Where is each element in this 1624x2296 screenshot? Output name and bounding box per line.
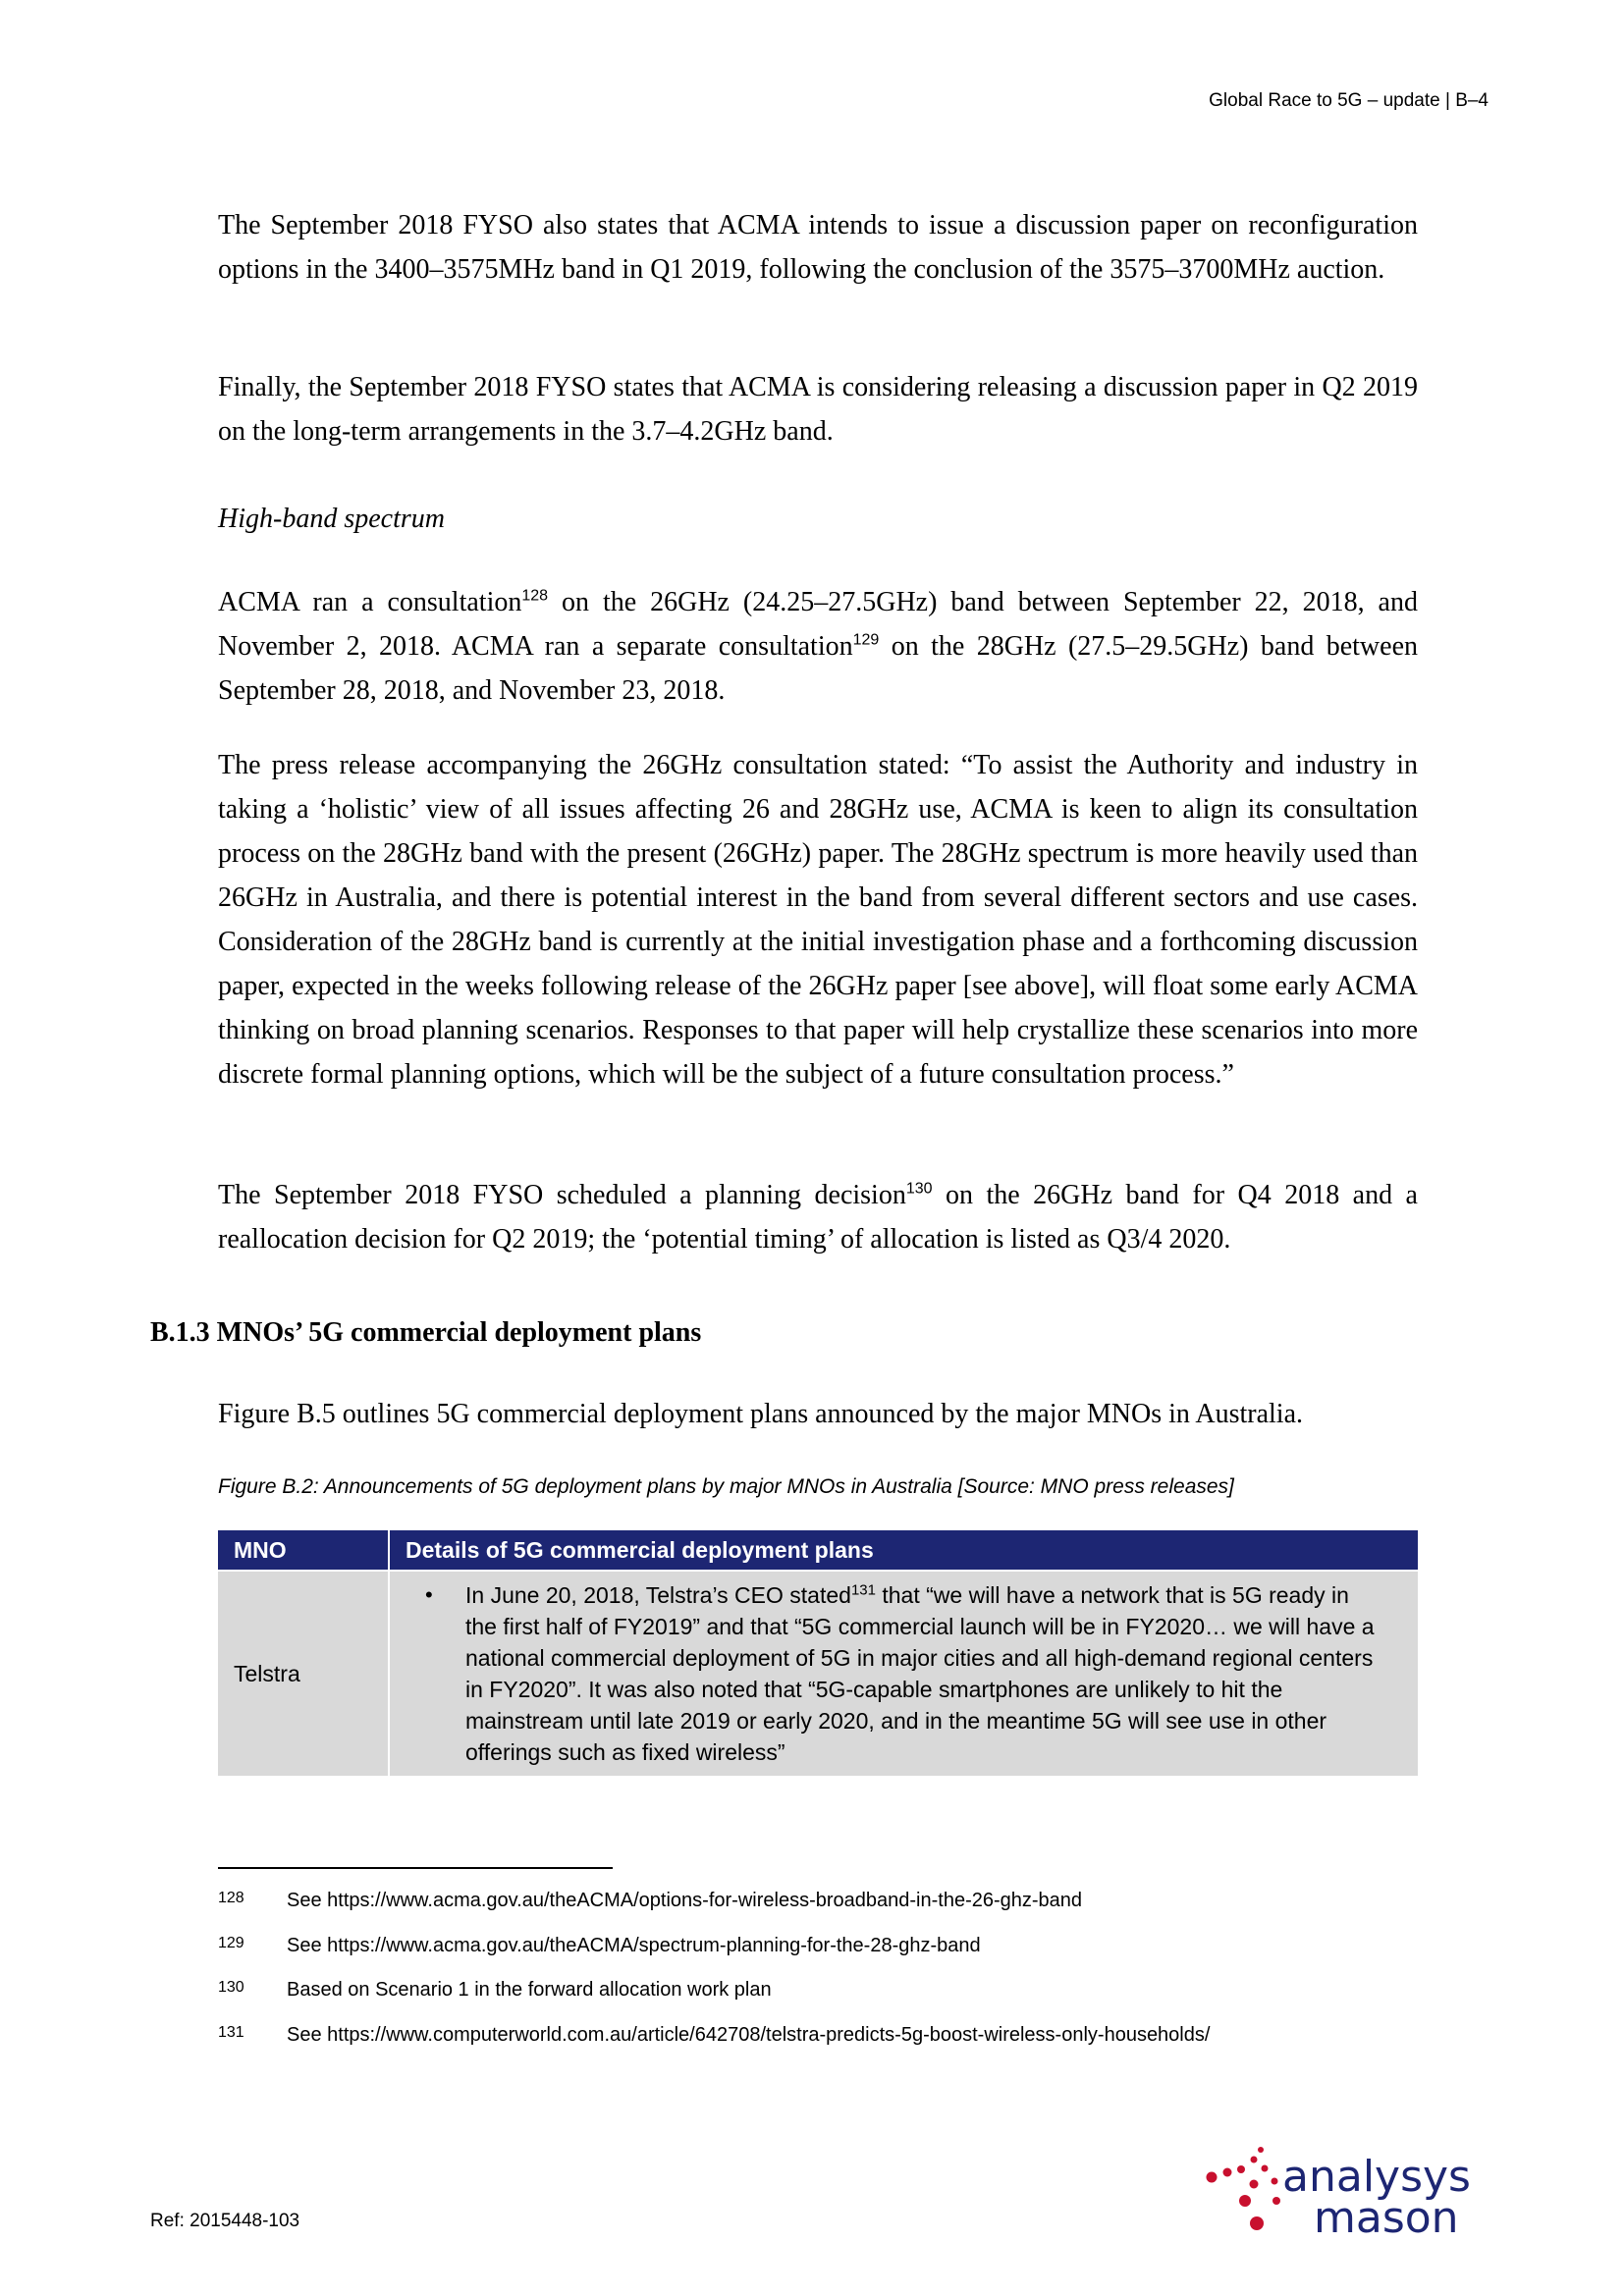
bullet-icon: • bbox=[425, 1582, 433, 1607]
footnote-128 bbox=[218, 1890, 1082, 1912]
paragraph-1 bbox=[218, 203, 1418, 292]
detail-part-a: In June 20, 2018, Telstra’s CEO stated bbox=[465, 1582, 851, 1608]
list-item bbox=[425, 1579, 1379, 1768]
document-reference: Ref: 2015448-103 bbox=[150, 2211, 300, 2231]
paragraph-3-part-b: on the 26GHz (24.25–27.5GHz) band between September 22, 2018, and November 2, 2018. ACMA ran a separate consultation bbox=[218, 587, 1418, 662]
footnote-text[interactable]: See https://www.computerworld.com.au/article/642708/telstra-predicts-5g-boost-wireless-only-households/ bbox=[287, 2024, 1211, 2046]
section-heading: B.1.3 MNOs’ 5G commercial deployment plans bbox=[150, 1317, 702, 1348]
logo-dots-icon bbox=[1207, 2147, 1281, 2230]
footnote-number: 130 bbox=[218, 1979, 244, 1996]
subheading-high-band-text: High-band spectrum bbox=[218, 504, 445, 534]
paragraph-3-text bbox=[218, 580, 1418, 713]
section-intro bbox=[218, 1392, 1418, 1436]
logo-text-line1: analysys bbox=[1282, 2152, 1471, 2202]
footnote-text[interactable]: See https://www.acma.gov.au/theACMA/options-for-wireless-broadband-in-the-26-ghz-band bbox=[287, 1890, 1083, 1911]
footnote-131 bbox=[218, 2024, 1210, 2047]
footnote-ref-129[interactable]: 129 bbox=[852, 631, 880, 649]
subheading-high-band bbox=[218, 504, 1418, 535]
paragraph-5-text bbox=[218, 1173, 1418, 1261]
table-header-details: Details of 5G commercial deployment plans bbox=[389, 1530, 1418, 1571]
paragraph-4 bbox=[218, 743, 1418, 1096]
footnote-ref-130[interactable]: 130 bbox=[905, 1180, 933, 1198]
logo-text-line2: mason bbox=[1314, 2193, 1459, 2238]
footnote-divider bbox=[218, 1867, 613, 1869]
paragraph-3-part-c: on the 28GHz (27.5–29.5GHz) band between September 28, 2018, and November 23, 2018. bbox=[218, 631, 1418, 706]
mno-deployment-table bbox=[218, 1530, 1418, 1776]
table-header-row bbox=[218, 1530, 1418, 1571]
footnote-ref-128[interactable]: 128 bbox=[521, 587, 549, 605]
footnote-text: Based on Scenario 1 in the forward allocation work plan bbox=[287, 1979, 772, 2001]
table-cell-mno: Telstra bbox=[218, 1571, 389, 1776]
paragraph-5-part-b: on the 26GHz band for Q4 2018 and a reallocation decision for Q2 2019; the ‘potential timing’ of allocation is listed as Q3/4 2020. bbox=[218, 1180, 1418, 1255]
paragraph-3-part-a: ACMA ran a consultation bbox=[218, 587, 522, 617]
footnote-ref-131[interactable]: 131 bbox=[850, 1581, 876, 1599]
footnote-129 bbox=[218, 1935, 981, 1957]
figure-caption: Figure B.2: Announcements of 5G deployment plans by major MNOs in Australia [Source: MNO press releases] bbox=[218, 1475, 1234, 1498]
paragraph-2 bbox=[218, 365, 1418, 454]
paragraph-5 bbox=[218, 1173, 1418, 1261]
footnote-number: 128 bbox=[218, 1890, 244, 1906]
section-intro-text: Figure B.5 outlines 5G commercial deployment plans announced by the major MNOs in Australia. bbox=[218, 1399, 1304, 1429]
paragraph-1-text: The September 2018 FYSO also states that ACMA intends to issue a discussion paper on reconfiguration options in the 3400–3575MHz band in Q1 2019, following the conclusion of the 3575–3700MHz auction. bbox=[218, 210, 1418, 285]
table-row bbox=[218, 1571, 1418, 1776]
paragraph-5-part-a: The September 2018 FYSO scheduled a planning decision bbox=[218, 1180, 906, 1210]
table-cell-details bbox=[389, 1571, 1418, 1776]
table-header-mno: MNO bbox=[218, 1530, 389, 1571]
table-detail-text bbox=[465, 1579, 1379, 1768]
paragraph-2-text: Finally, the September 2018 FYSO states that ACMA is considering releasing a discussion paper in Q2 2019 on the long-term arrangements in the 3.7–4.2GHz band. bbox=[218, 372, 1418, 447]
footnote-130 bbox=[218, 1979, 772, 2002]
footnote-text[interactable]: See https://www.acma.gov.au/theACMA/spectrum-planning-for-the-28-ghz-band bbox=[287, 1935, 981, 1956]
paragraph-4-text: The press release accompanying the 26GHz consultation stated: “To assist the Authority and industry in taking a ‘holistic’ view of all issues affecting 26 and 28GHz use, ACMA is keen to align its consultation process on the 28GHz band with the present (26GHz) paper. The 28GHz spectrum is more heavily used than 26GHz in Australia, and there is potential interest in the band from several different sectors and use cases. Consideration of the 28GHz band is currently at the initial investigation phase and a forthcoming discussion paper, expected in the weeks following release of the 26GHz paper [see above], will float some early ACMA thinking on broad planning scenarios. Responses to that paper will help crystallize these scenarios into more discrete formal planning options, which will be the subject of a future consultation process.” bbox=[218, 750, 1418, 1090]
paragraph-3 bbox=[218, 580, 1418, 713]
running-header: Global Race to 5G – update | B–4 bbox=[1209, 90, 1489, 111]
analysys-mason-logo bbox=[1206, 2140, 1510, 2238]
footnote-number: 131 bbox=[218, 2024, 244, 2041]
detail-part-b: that “we will have a network that is 5G ready in the first half of FY2019” and that “5G commercial launch will be in FY2020… we will have a national commercial deployment of 5G in major cities and all high-demand regional centers in FY2020”. It was also noted that “5G-capable smartphones are unlikely to hit the mainstream until late 2019 or early 2020, and in the meantime 5G will see use in other offerings such as fixed wireless” bbox=[465, 1582, 1375, 1765]
footnote-number: 129 bbox=[218, 1935, 244, 1951]
